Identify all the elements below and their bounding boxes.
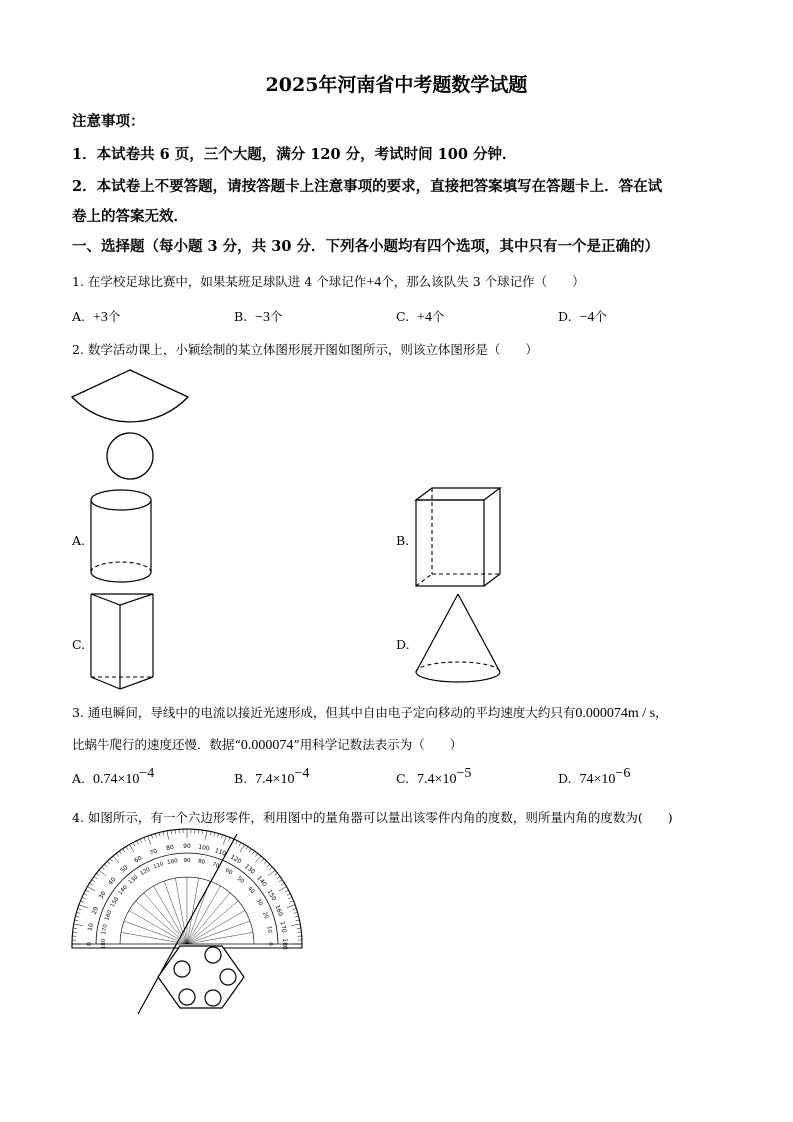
protractor-tick xyxy=(79,905,87,908)
page-title: 2025年河南省中考题数学试题 xyxy=(265,74,528,96)
protractor-tick xyxy=(92,880,95,882)
protractor-scale-label: 140 xyxy=(117,884,129,897)
protractor-tick xyxy=(159,832,160,836)
protractor-tick xyxy=(246,846,248,849)
protractor-tick xyxy=(123,849,125,852)
protractor-tick xyxy=(137,841,139,845)
q1-option-d: D. −4个 xyxy=(558,309,607,325)
protractor-tick xyxy=(268,870,275,876)
notes-item-1: 1．本试卷共 6 页，三个大题，满分 120 分，考试时间 100 分钟． xyxy=(72,146,517,163)
protractor-scale-label: 150 xyxy=(265,888,278,902)
notes-item-2: 2．本试卷上不要答题，请按答题卡上注意事项的要求，直接把答案填写在答题卡上．答在试 xyxy=(72,178,663,195)
protractor-scale-label: 120 xyxy=(139,866,152,878)
protractor-tick xyxy=(255,853,257,856)
protractor-tick xyxy=(293,908,297,909)
notes-heading: 注意事项： xyxy=(72,113,145,130)
protractor-tick xyxy=(119,851,121,854)
protractor-tick xyxy=(295,916,299,917)
protractor-tick xyxy=(140,839,142,843)
protractor-tick xyxy=(151,835,152,839)
protractor-tick xyxy=(240,844,245,852)
protractor-tick xyxy=(239,842,241,846)
protractor-tick xyxy=(75,920,79,921)
protractor-figure xyxy=(70,826,304,1018)
protractor-tick xyxy=(99,870,106,876)
protractor-tick xyxy=(281,883,284,885)
protractor-tick xyxy=(94,876,97,878)
protractor-tick xyxy=(290,901,294,902)
protractor-scale-label: 150 xyxy=(109,896,121,909)
q1-option-b: B. −3个 xyxy=(234,309,283,325)
protractor-tick xyxy=(89,883,92,885)
protractor-tick xyxy=(80,901,84,902)
protractor-tick xyxy=(130,844,135,852)
protractor-tick xyxy=(205,831,207,840)
protractor-scale-label: 170 xyxy=(101,923,109,936)
protractor-tick xyxy=(229,837,230,841)
protractor-scale-label: 80 xyxy=(197,858,206,866)
protractor-scale-label: 10 xyxy=(86,922,96,932)
protractor-tick xyxy=(167,831,169,840)
protractor-tick xyxy=(210,832,211,836)
protractor-scale-label: 130 xyxy=(243,862,257,876)
protractor-scale-label: 160 xyxy=(273,904,284,918)
protractor-scale-label: 40 xyxy=(246,885,256,896)
cone-figure xyxy=(412,592,504,694)
protractor-tick xyxy=(75,916,79,917)
protractor-scale-label: 60 xyxy=(133,854,144,865)
q2-option-d-label: D. xyxy=(396,637,410,652)
protractor-tick xyxy=(155,833,156,837)
protractor-scale-label: 20 xyxy=(90,905,100,916)
protractor-tick xyxy=(236,841,238,845)
q2-option-c-label: C. xyxy=(72,637,86,652)
protractor-scale-label: 10 xyxy=(265,925,273,934)
protractor-tick xyxy=(279,880,282,882)
protractor-scale-label: 170 xyxy=(278,920,288,934)
protractor-tick xyxy=(163,832,164,836)
q3-option-c: C. $7.4\times 10^{-5}$ xyxy=(396,766,472,787)
protractor-scale-label: 50 xyxy=(235,875,246,885)
protractor-tick xyxy=(102,867,105,870)
protractor-tick xyxy=(107,861,110,864)
protractor-scale-label: 90 xyxy=(183,843,191,850)
protractor-scale-label: 100 xyxy=(197,843,211,853)
protractor-scale-label: 180 xyxy=(100,938,107,950)
rectangular-prism-figure xyxy=(412,486,504,590)
protractor-scale-label: 50 xyxy=(119,864,130,875)
protractor-tick xyxy=(85,890,89,892)
protractor-tick xyxy=(264,861,267,864)
protractor-tick xyxy=(171,830,172,834)
section-heading: 一、选择题（每小题 3 分，共 30 分．下列各小题均有四个选项，其中只有一个是正确的） xyxy=(72,238,659,255)
protractor-tick xyxy=(214,832,215,836)
protractor-tick xyxy=(74,924,83,926)
protractor-tick xyxy=(113,856,119,863)
question-3-stem-line-2: 比蜗牛爬行的速度还慢．数据“0.000074”用科学记数法表示为（ ） xyxy=(72,737,463,753)
protractor-tick xyxy=(148,836,151,844)
protractor-scale-label: 110 xyxy=(152,861,165,871)
notes-item-2-continued: 卷上的答案无效． xyxy=(72,208,188,225)
protractor-tick xyxy=(87,887,95,892)
protractor-tick xyxy=(261,859,264,862)
protractor-tick xyxy=(84,894,88,896)
protractor-tick xyxy=(218,833,219,837)
protractor-tick xyxy=(267,864,270,867)
protractor-tick xyxy=(252,851,254,854)
protractor-scale-label: 100 xyxy=(166,858,179,866)
protractor-tick xyxy=(269,867,272,870)
protractor-tick xyxy=(285,890,289,892)
protractor-scale-label: 0 xyxy=(86,942,93,946)
protractor-tick xyxy=(274,873,277,875)
protractor-scale-label: 90 xyxy=(183,857,191,864)
protractor-scale-label: 70 xyxy=(211,861,220,870)
protractor-tick xyxy=(78,908,82,909)
triangular-prism-figure xyxy=(88,591,158,693)
protractor-tick xyxy=(144,837,145,841)
protractor-tick xyxy=(296,920,300,921)
protractor-scale-label: 110 xyxy=(213,847,227,858)
question-1-stem: 1. 在学校足球比赛中，如果某班足球队进 4 个球记作+4个，那么该队失 3 个球记作（ ） xyxy=(72,274,585,290)
question-3-stem: 3. 通电瞬间，导线中的电流以接近光速形成，但其中自由电子定向移动的平均速度大约只有0.000074m / s， xyxy=(72,705,668,721)
protractor-tick xyxy=(291,924,300,926)
protractor-tick xyxy=(133,842,135,846)
cylinder-figure xyxy=(88,488,154,586)
protractor-tick xyxy=(96,873,99,875)
protractor-scale-label: 70 xyxy=(148,847,159,857)
q1-option-a: A. +3个 xyxy=(72,309,121,325)
protractor-scale-label: 160 xyxy=(104,909,114,922)
protractor-tick xyxy=(76,912,80,913)
protractor-scale-label: 180 xyxy=(281,938,288,950)
protractor-tick xyxy=(297,928,301,929)
protractor-scale-label: 140 xyxy=(255,874,269,888)
protractor-tick xyxy=(221,835,222,839)
q3-option-b: B. $7.4\times 10^{-4}$ xyxy=(234,766,310,787)
protractor-scale-label: 120 xyxy=(229,853,243,866)
protractor-tick xyxy=(104,864,107,867)
protractor-tick xyxy=(249,849,251,852)
protractor-tick xyxy=(126,846,128,849)
protractor-tick xyxy=(223,836,226,844)
q2-option-a-label: A. xyxy=(72,533,86,548)
protractor-tick xyxy=(287,905,295,908)
q1-option-c: C. +4个 xyxy=(396,309,445,325)
q2-option-b-label: B. xyxy=(396,533,410,548)
protractor-tick xyxy=(277,876,280,878)
protractor-tick xyxy=(288,897,292,899)
protractor-tick xyxy=(73,928,77,929)
protractor-tick xyxy=(202,830,203,834)
protractor-scale-label: 80 xyxy=(165,843,175,853)
protractor-tick xyxy=(110,859,113,862)
question-4-stem: 4. 如图所示，有一个六边形零件，利用图中的量角器可以量出该零件内角的度数，则所量内角的度数为( ) xyxy=(72,810,673,825)
protractor-scale-label: 20 xyxy=(261,911,270,920)
protractor-scale-label: 40 xyxy=(107,876,118,887)
protractor-scale-label: 30 xyxy=(97,890,108,901)
protractor-tick xyxy=(82,897,86,899)
protractor-scale-label: 0 xyxy=(267,942,274,946)
question-2-stem: 2. 数学活动课上，小颖绘制的某立体图形展开图如图所示，则该立体图形是（ ） xyxy=(72,342,538,357)
protractor-scale-label: 60 xyxy=(224,867,234,877)
protractor-tick xyxy=(279,887,287,892)
q3-option-d: D. $74\times 10^{-6}$ xyxy=(558,766,631,787)
q3-option-a: A. $0.74\times 10^{-4}$ xyxy=(72,766,155,787)
protractor-scale-label: 130 xyxy=(127,874,140,886)
protractor-tick xyxy=(255,856,261,863)
unfolded-net-figure xyxy=(70,362,190,482)
protractor-tick xyxy=(294,912,298,913)
protractor-tick xyxy=(287,894,291,896)
protractor-tick xyxy=(116,853,118,856)
protractor-scale-label: 30 xyxy=(254,897,264,907)
